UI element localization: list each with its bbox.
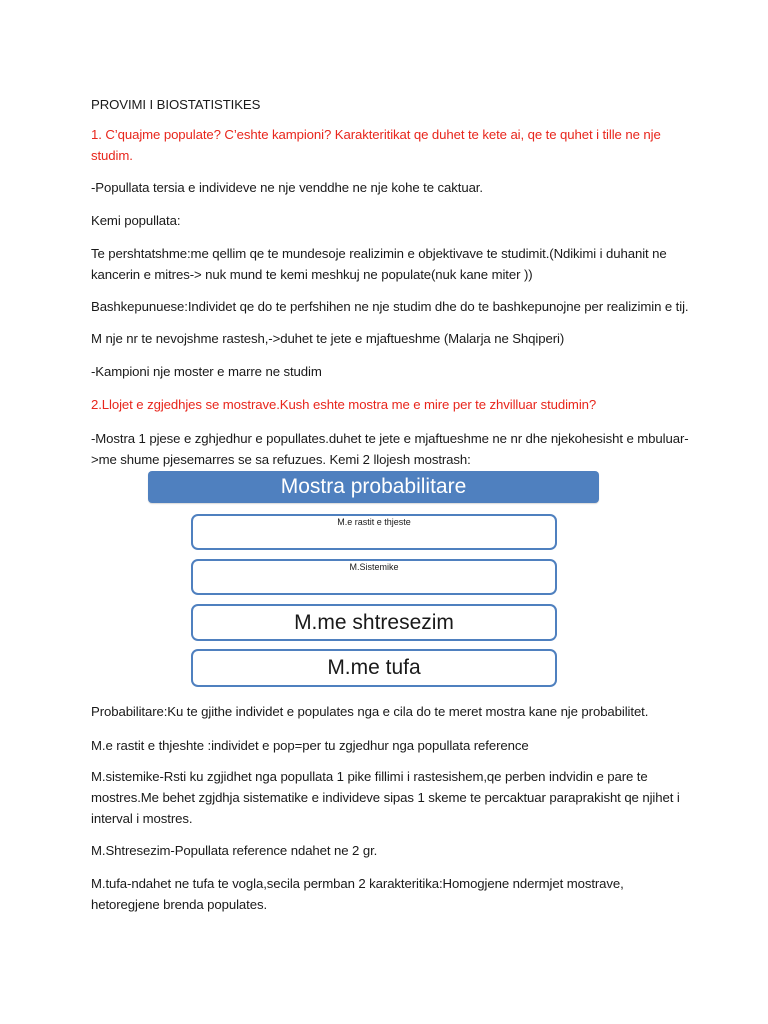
paragraph-systematic: M.sistemike-Rsti ku zgjidhet nga popullata 1 pike fillimi i rastesishem,qe perben indvidin e pare te mostres.Me behet zgjdhja sistematike e individeve sipas 1 skeme te percaktuar paraprakisht qe njihet i interval i mostres. — [91, 769, 680, 826]
paragraph-probabilistic: Probabilitare:Ku te gjithe individet e populates nga e cila do te meret mostra kane nje probabilitet. — [91, 704, 649, 719]
paragraph-appropriate: Te pershtatshme:me qellim qe te mundesoje realizimin e objektivave te studimit.(Ndikimi i duhanit ne kancerin e mitres-> nuk mund te kemi meshkuj ne populate(nuk kane miter )) — [91, 246, 667, 282]
question-2: 2.Llojet e zgjedhjes se mostrave.Kush eshte mostra me e mire per te zhvilluar studimin? — [91, 397, 597, 412]
diagram-item-label: M.e rastit e thjeste — [337, 517, 411, 527]
paragraph-sample-part: -Mostra 1 pjese e zghjedhur e popullates.duhet te jete e mjaftueshme ne nr dhe njekohesisht e mbuluar->me shume pjesemarres se sa refuzues. Kemi 2 llojesh mostrash: — [91, 431, 689, 467]
paragraph-cooperative: Bashkepunuese:Individet qe do te perfshihen ne nje studim dhe do te bashkepunojne per realizimin e tij. — [91, 299, 689, 314]
diagram-item-stratified — [191, 604, 557, 641]
diagram-item-simple-random — [191, 514, 557, 550]
diagram-item-label: M.me tufa — [327, 656, 421, 679]
paragraph-cluster: M.tufa-ndahet ne tufa te vogla,secila permban 2 karakteritika:Homogjene ndermjet mostrave, hetoregjene brenda populates. — [91, 876, 624, 912]
paragraph-stratified: M.Shtresezim-Popullata reference ndahet ne 2 gr. — [91, 843, 378, 858]
diagram-item-label: M.Sistemike — [349, 562, 399, 572]
paragraph-sample: -Kampioni nje moster e marre ne studim — [91, 364, 322, 379]
diagram-item-systematic — [191, 559, 557, 595]
question-1: 1. C’quajme populate? C’eshte kampioni? Karakteritikat qe duhet te kete ai, qe te quhet i tille ne nje studim. — [91, 127, 661, 163]
paragraph-population-types: Kemi popullata: — [91, 213, 181, 228]
paragraph-sufficient: M nje nr te nevojshme rastesh,->duhet te jete e mjaftueshme (Malarja ne Shqiperi) — [91, 331, 565, 346]
document-title: PROVIMI I BIOSTATISTIKES — [91, 97, 261, 112]
paragraph-population-definition: -Popullata tersia e individeve ne nje venddhe ne nje kohe te caktuar. — [91, 180, 483, 195]
diagram-item-label: M.me shtresezim — [294, 611, 454, 634]
paragraph-simple-random: M.e rastit e thjeshte :individet e pop=per tu zgjedhur nga popullata reference — [91, 738, 529, 753]
diagram-header: Mostra probabilitare — [148, 471, 599, 503]
diagram-item-cluster — [191, 649, 557, 687]
